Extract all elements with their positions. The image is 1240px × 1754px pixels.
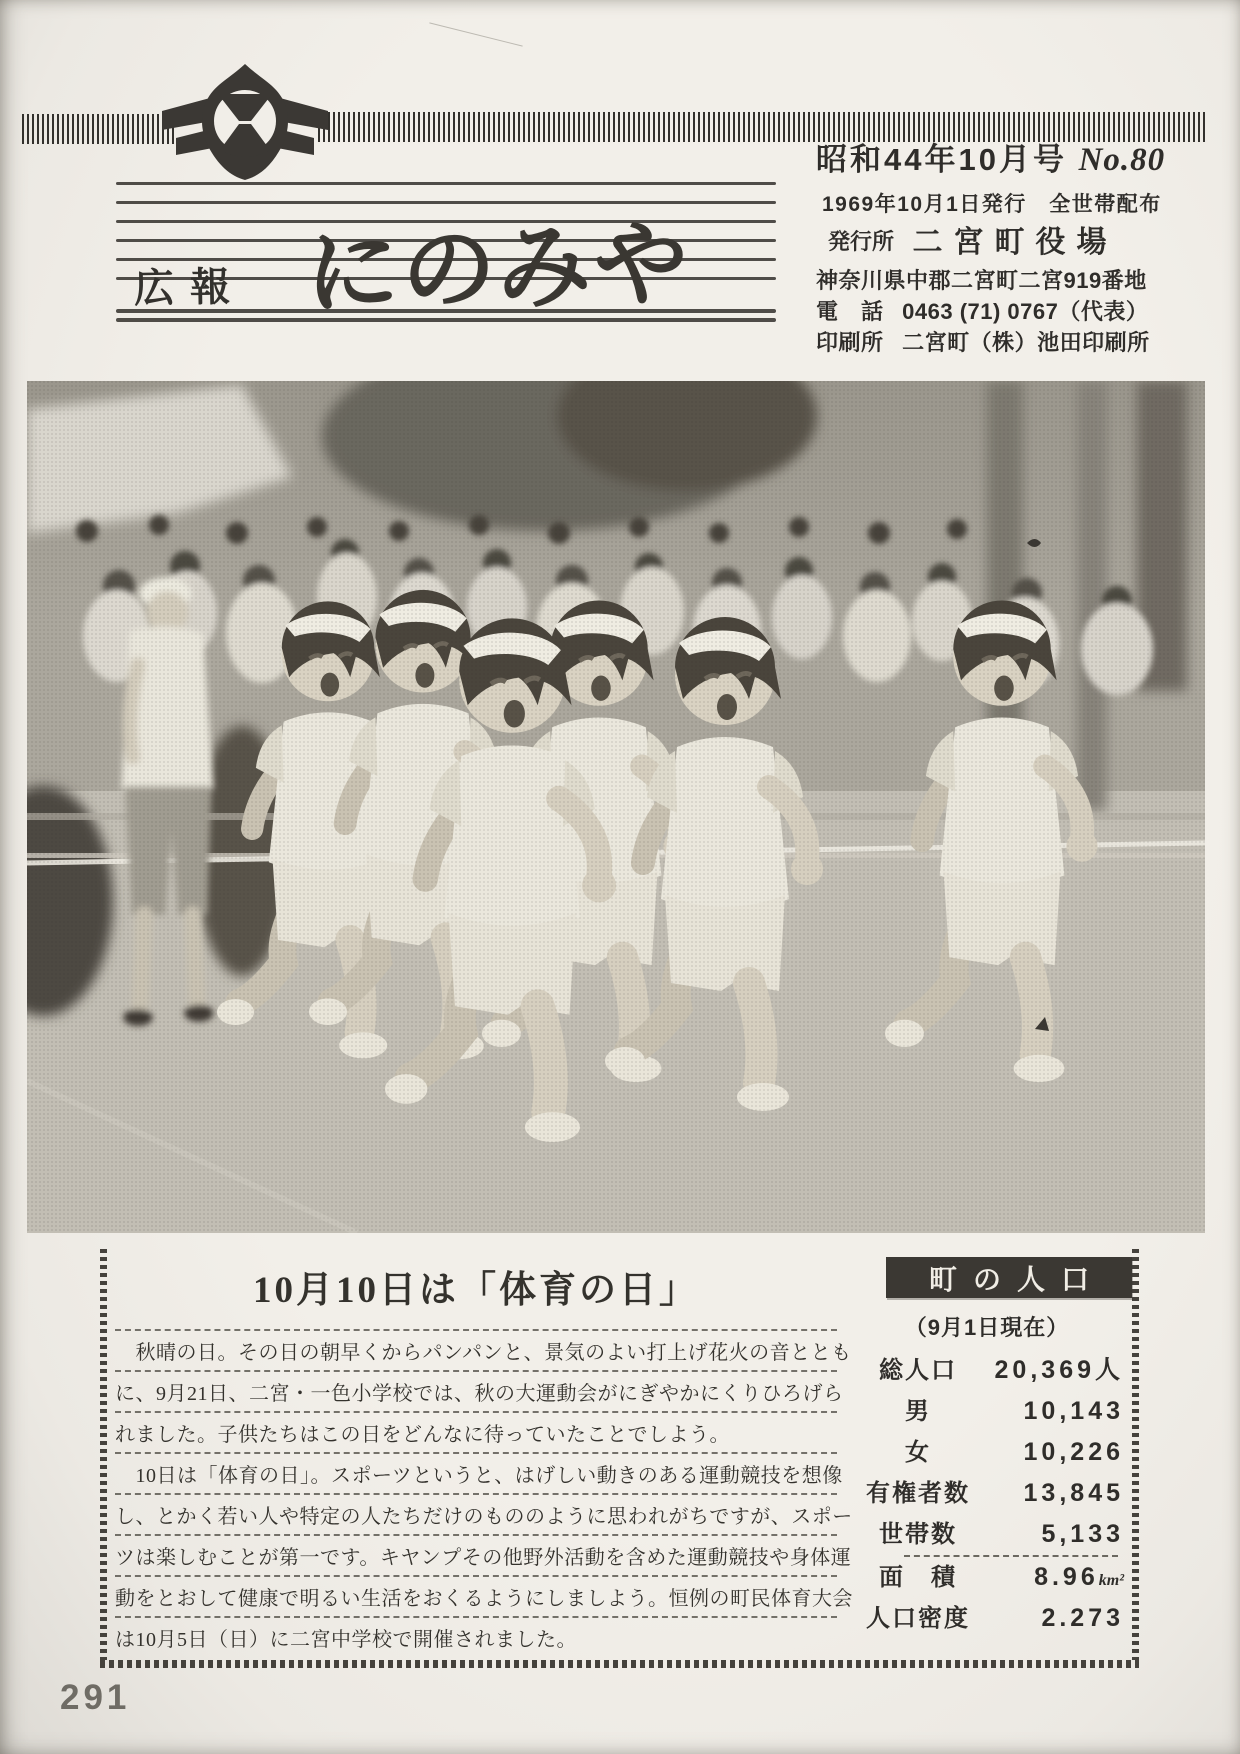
sports-day-article xyxy=(115,1255,853,1657)
publication-title: にのみや xyxy=(304,212,692,327)
article-line: れました。子供たちはこの日をどんなに待っていたことでしよう。 xyxy=(115,1411,837,1452)
article-line: 動をとおして健康で明るい生活をおくるようにしましよう。恒例の町民体育大会 xyxy=(115,1575,837,1616)
area-unit: km² xyxy=(1098,1572,1124,1589)
population-row: 男 10,143 xyxy=(905,1397,1124,1425)
population-table xyxy=(842,1350,1132,1639)
population-row: 有権者数 13,845 xyxy=(866,1479,1124,1507)
hatched-band-right xyxy=(318,112,1208,142)
population-title: 町の人口 xyxy=(886,1257,1132,1298)
article-line: 秋晴の日。その日の朝早くからパンパンと、景気のよい打上げ花火の音ととも xyxy=(115,1329,837,1370)
publisher-address: 神奈川県中郡二宮町二宮919番地 xyxy=(816,268,1147,293)
town-crest-icon xyxy=(160,64,330,184)
town-population-panel xyxy=(842,1257,1132,1639)
issue-number: No.80 xyxy=(1078,142,1166,178)
publisher-name: 二宮町役場 xyxy=(912,226,1118,259)
phone-number: 0463 (71) 0767（代表） xyxy=(902,299,1149,324)
hatched-band-left xyxy=(22,114,174,144)
phone-label: 電 話 xyxy=(816,299,884,324)
population-as-of-date: （9月1日現在） xyxy=(904,1315,1070,1340)
page-number: 291 xyxy=(60,1678,131,1717)
population-row: 人口密度 2.273 xyxy=(866,1604,1124,1632)
population-row: 女 10,226 xyxy=(905,1438,1124,1466)
bottom-info-box xyxy=(100,1247,1140,1668)
issue-line xyxy=(816,144,1226,177)
article-line: は10月5日（日）に二宮中学校で開催されました。 xyxy=(115,1616,837,1657)
article-line: に、9月21日、二宮・一色小学校では、秋の大運動会がにぎやかにくりひろげら xyxy=(115,1370,837,1411)
article-line: ツは楽しむことが第一です。キヤンプその他野外活動を含めた運動競技や身体運 xyxy=(115,1534,837,1575)
publisher-label: 発行所 xyxy=(828,229,895,254)
population-row: 総人口 20,369人 xyxy=(879,1356,1124,1384)
rule-line xyxy=(116,182,776,185)
printer-name: 二宮町（株）池田印刷所 xyxy=(902,330,1150,355)
publication-info-block xyxy=(816,144,1226,354)
population-row: 世帯数 5,133 xyxy=(879,1520,1124,1548)
phone-line xyxy=(816,301,1226,323)
box-border-left xyxy=(100,1249,107,1660)
publisher-line xyxy=(828,228,1226,258)
article-line: し、とかく若い人や特定の人たちだけのもののように思われがちですが、スポー xyxy=(115,1493,837,1534)
issue-label: 昭和44年10月号 xyxy=(816,142,1067,177)
article-headline: 10月10日は「体育の日」 xyxy=(253,1270,699,1311)
article-line: 10日は「体育の日」。スポーツというと、はげしい動きのある運動競技を想像 xyxy=(115,1452,837,1493)
publication-prefix: 広報 xyxy=(133,265,247,311)
population-row: 面 積 8.96km² xyxy=(879,1563,1124,1591)
box-border-bottom xyxy=(100,1660,1139,1668)
article-body xyxy=(115,1329,853,1657)
publish-info: 1969年10月1日発行 全世帯配布 xyxy=(822,193,1162,216)
scan-artifact xyxy=(429,22,522,46)
printer-line xyxy=(816,332,1226,354)
printer-label: 印刷所 xyxy=(816,330,884,355)
sports-day-photo xyxy=(27,381,1205,1233)
box-border-right xyxy=(1132,1249,1139,1660)
